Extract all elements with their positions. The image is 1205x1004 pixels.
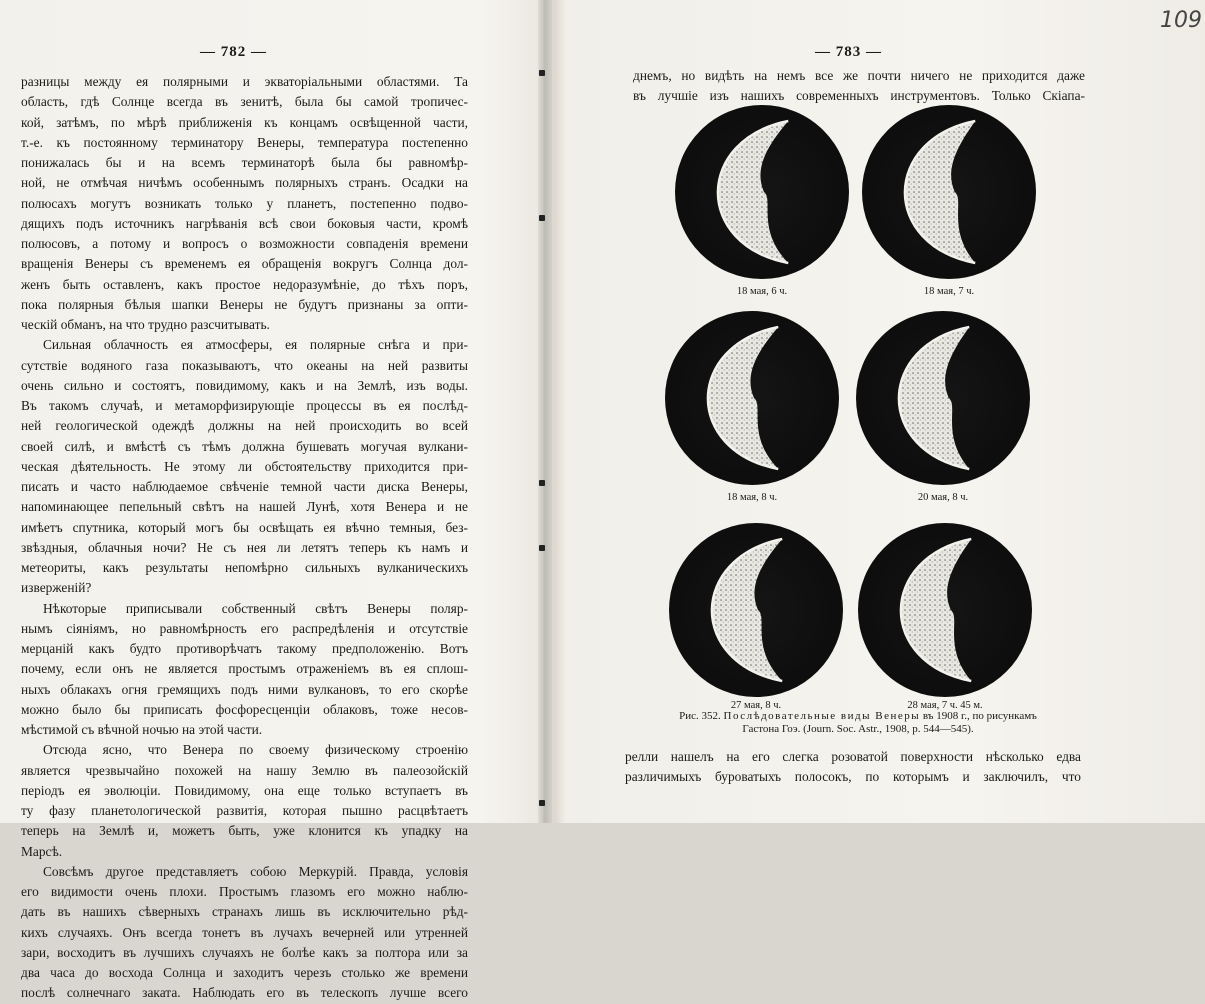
phase-caption: 18 мая, 6 ч.: [736, 286, 788, 297]
venus-crescent: [718, 121, 788, 263]
text-line: періодъ ея эволюціи. Повидимому, она еще только вступаетъ въ: [21, 782, 468, 798]
figure-caption: [633, 710, 1083, 736]
text-line: дать въ нашихъ сѣверныхъ странахъ лишь въ исключительно рѣд-: [21, 904, 468, 920]
text-line: дящихъ подъ источникъ нагрѣванія всѣ свои боковыя части, кромѣ: [21, 215, 468, 231]
text-line: теперь на Землѣ и, можетъ быть, уже клонится къ упадку на: [21, 823, 468, 839]
text-line: кой, затѣмъ, по мѣрѣ приближенія къ концамъ освѣщенной части,: [21, 114, 468, 130]
text-line: писать и часто наблюдаемое свѣченіе темной части диска Венеры,: [21, 479, 468, 494]
venus-disc: [862, 105, 1036, 279]
venus-disc: [858, 523, 1032, 697]
text-line: Совсѣмъ другое представляетъ собою Меркурій. Правда, условія: [43, 863, 468, 879]
page-number: — 782 —: [200, 44, 267, 60]
text-line: сутствіе водяного газа показываютъ, что океаны на ней развиты: [21, 357, 468, 373]
venus-crescent: [899, 327, 969, 469]
text-line: область, гдѣ Солнце всегда въ зенитѣ, была бы самой тропичес-: [21, 94, 468, 110]
text-line: звѣздныя, облачныя ночи? Не съ нея ли летятъ теперь къ намъ и: [21, 539, 468, 555]
text-line: ту фазу планетологической развитія, которая пышно расцвѣтаетъ: [21, 803, 468, 818]
phase-caption: 27 мая, 8 ч.: [730, 700, 782, 711]
phase-caption: 20 мая, 8 ч.: [917, 492, 969, 503]
text-line: мѣстимой съ вѣчной ночью на этой части.: [21, 722, 263, 737]
text-line: ческій обманъ, на что трудно разсчитывать.: [21, 317, 270, 332]
text-line: женъ быть оставленъ, какъ простое недоразумѣніе, до тѣхъ поръ,: [21, 276, 468, 292]
text-line: разницы между ея полярными и экваторіальными областями. Та: [21, 74, 468, 89]
text-line: зари, восходитъ въ лучшихъ случаяхъ не болѣе какъ за полтора или за: [21, 944, 468, 960]
venus-disc: [665, 311, 839, 485]
text-line: Отсюда ясно, что Венера по своему физическому строенію: [43, 742, 468, 758]
venus-disc: [669, 523, 843, 697]
venus-disc: [856, 311, 1030, 485]
venus-crescent: [712, 539, 782, 681]
text-line: имѣетъ спутника, который могъ бы освѣщать ея вѣчно темныя, без-: [21, 519, 468, 535]
text-line: различимыхъ буроватыхъ полосокъ, по которымъ и заключилъ, что: [625, 769, 1081, 785]
text-line: является чрезвычайно похожей на нашу Землю въ палеозойскій: [21, 762, 468, 778]
text-line: кихъ случаяхъ. Онъ всегда тонетъ въ лучахъ вечерней или утренней: [21, 924, 468, 940]
phase-caption: 28 мая, 7 ч. 45 м.: [907, 700, 983, 711]
phase-caption: 18 мая, 7 ч.: [923, 286, 975, 297]
figure-caption-spaced: Послѣдовательные виды Венеры: [723, 710, 921, 722]
venus-crescent: [901, 539, 971, 681]
text-line: понижалась бы и на всемъ терминаторѣ была бы равномѣр-: [21, 155, 468, 170]
text-line: т.-е. къ постоянному терминатору Венеры, температура постепенно: [21, 134, 468, 150]
text-line: Въ такомъ случаѣ, и метаморфизирующіе процессы въ ея послѣд-: [21, 398, 468, 413]
text-line: Нѣкоторые приписывали собственный свѣтъ Венеры поляр-: [43, 600, 468, 616]
text-line: Сильная облачность ея атмосферы, ея полярные снѣга и при-: [43, 337, 468, 353]
venus-crescent: [905, 121, 975, 263]
text-line: мерцаній какъ будто противорѣчатъ такому предположенію. Вотъ: [21, 641, 468, 656]
text-line: напоминающее пепельный свѣтъ на нашей Лунѣ, хотя Венера и не: [21, 499, 468, 515]
page-number: — 783 —: [815, 44, 882, 60]
text-line: днемъ, но видѣть на немъ все же почти ничего не приходится даже: [633, 68, 1085, 83]
venus-crescent: [708, 327, 778, 469]
text-line: полюсовъ, а потому и вопросъ о возможности совпаденія времени: [21, 236, 468, 251]
text-line: своей силѣ, и вмѣстѣ съ тѣмъ должна бушевать могучая вулкани-: [21, 438, 468, 454]
text-line: ныхъ облакахъ огня гремящихъ подъ ними вулкановъ, то его скорѣе: [21, 681, 468, 697]
text-line: очень сильно и состоятъ, повидимому, какъ и на Землѣ, изъ воды.: [21, 377, 468, 393]
text-line: почему, если онъ не является простымъ отраженіемъ въ ея сплош-: [21, 661, 468, 677]
text-line: послѣ солнечнаго заката. Наблюдать его въ телескопъ лучше всего: [21, 985, 468, 1001]
text-line: полюсахъ могутъ возникать только у планетъ, постепенно подво-: [21, 195, 468, 211]
body-text-bottom: [625, 747, 1081, 788]
text-line: пока полярныя бѣлыя шапки Венеры не будутъ признаны за опти-: [21, 296, 468, 312]
text-line: метеориты, какъ результаты непомѣрно сильныхъ вулканическихъ: [21, 560, 468, 575]
figure-caption-suffix: въ 1908 г., по рисункамъ: [922, 710, 1037, 722]
text-line: Марсѣ.: [21, 843, 63, 859]
venus-disc: [675, 105, 849, 279]
body-text: [21, 72, 468, 1004]
handwritten-page-number: 109: [1160, 8, 1202, 33]
venus-phases-figure: [545, 0, 1205, 740]
text-line: изверженій?: [21, 580, 92, 596]
text-line: ной, не отмѣчая ничѣмъ особеннымъ полярныхъ странъ. Осадки на: [21, 175, 468, 191]
figure-caption-number: Рис. 352.: [679, 710, 721, 722]
text-line: въ лучшіе изъ нашихъ современныхъ инструментовъ. Только Скіапа-: [633, 88, 1085, 104]
text-line: можно было бы приписать фосфоресценціи облаковъ, тоже несов-: [21, 701, 468, 717]
text-line: нымъ сіяніямъ, но равномѣрность его распредѣленія и отсутствіе: [21, 620, 468, 636]
text-line: ческая дѣятельность. Не этому ли обстоятельству приходится при-: [21, 458, 468, 474]
figure-caption-source: Гастона Гоэ. (Journ. Soc. Astr., 1908, p. 544—545).: [742, 723, 974, 735]
text-line: его видимости очень плохи. Простымъ глазомъ его можно наблю-: [21, 884, 468, 899]
text-line: ней геологической одеждѣ должны на ней происходить во всей: [21, 418, 468, 434]
right-page: [545, 0, 1205, 823]
text-line: релли нашелъ на его слегка розоватой поверхности нѣсколько едва: [625, 749, 1081, 764]
text-line: вращенія Венеры съ временемъ ея обращенія вокругъ Солнца дол-: [21, 256, 468, 272]
left-page: [0, 0, 545, 1001]
phase-caption: 18 мая, 8 ч.: [726, 492, 778, 503]
text-line: два часа до восхода Солнца и заходитъ черезъ столько же времени: [21, 965, 468, 980]
